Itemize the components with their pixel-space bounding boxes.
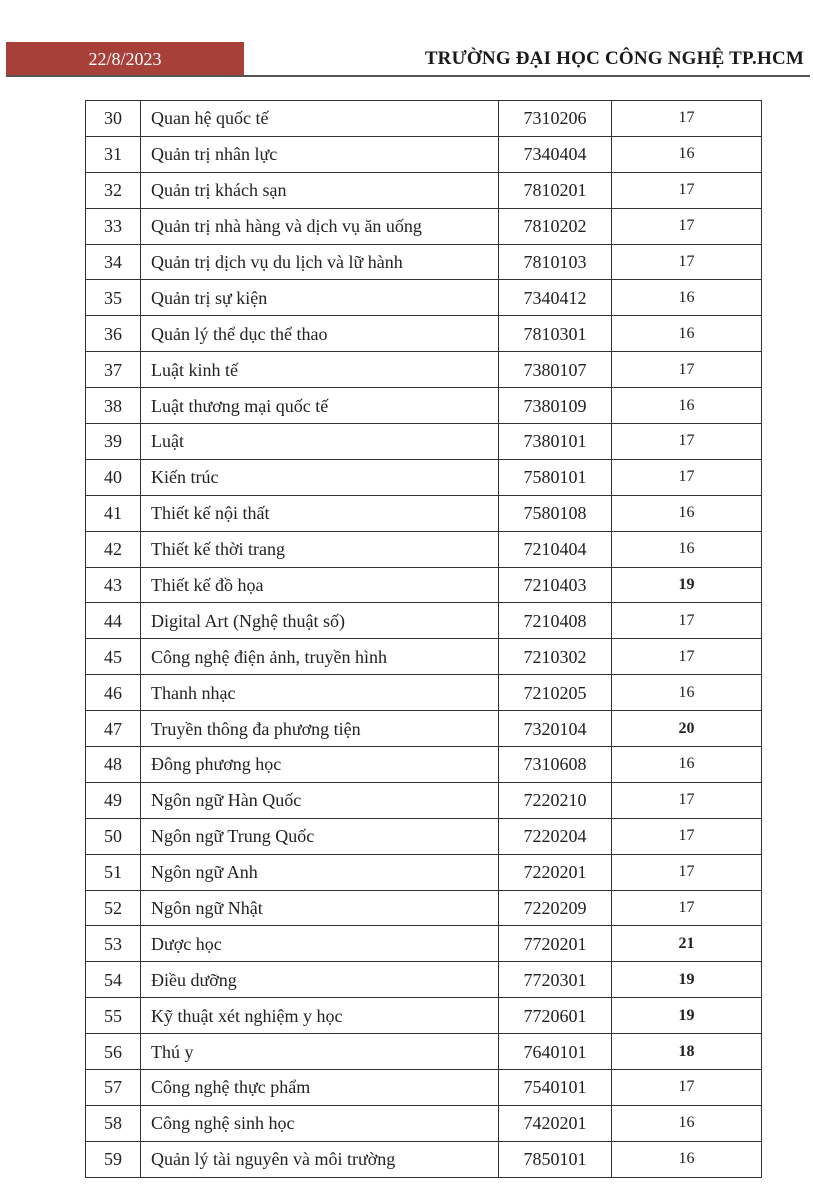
cutoff-score: 17: [612, 603, 762, 639]
table-row: [86, 711, 762, 747]
program-name: Ngôn ngữ Anh: [141, 854, 499, 890]
program-code: 7580101: [499, 459, 612, 495]
row-number: 56: [86, 1034, 141, 1070]
row-number: 48: [86, 747, 141, 783]
program-name: Điều dưỡng: [141, 962, 499, 998]
table-row: [86, 567, 762, 603]
program-code: 7640101: [499, 1034, 612, 1070]
program-code: 7420201: [499, 1105, 612, 1141]
table-body: [86, 101, 762, 1178]
program-code: 7220210: [499, 782, 612, 818]
cutoff-score: 19: [612, 962, 762, 998]
program-name: Truyền thông đa phương tiện: [141, 711, 499, 747]
cutoff-score: 17: [612, 208, 762, 244]
table-row: [86, 962, 762, 998]
row-number: 38: [86, 388, 141, 424]
program-code: 7380107: [499, 352, 612, 388]
program-name: Quản lý tài nguyên và môi trường: [141, 1141, 499, 1177]
program-code: 7720201: [499, 926, 612, 962]
program-name: Thanh nhạc: [141, 675, 499, 711]
cutoff-score: 17: [612, 818, 762, 854]
table-row: [86, 998, 762, 1034]
cutoff-score: 18: [612, 1034, 762, 1070]
table-row: [86, 136, 762, 172]
row-number: 37: [86, 352, 141, 388]
table-row: [86, 101, 762, 137]
row-number: 36: [86, 316, 141, 352]
table-row: [86, 316, 762, 352]
row-number: 30: [86, 101, 141, 137]
program-name: Thiết kế nội thất: [141, 495, 499, 531]
cutoff-score: 19: [612, 998, 762, 1034]
row-number: 50: [86, 818, 141, 854]
cutoff-score: 17: [612, 101, 762, 137]
program-name: Ngôn ngữ Nhật: [141, 890, 499, 926]
row-number: 58: [86, 1105, 141, 1141]
program-code: 7810202: [499, 208, 612, 244]
table-row: [86, 531, 762, 567]
cutoff-score: 19: [612, 567, 762, 603]
cutoff-score: 16: [612, 675, 762, 711]
program-name: Công nghệ sinh học: [141, 1105, 499, 1141]
cutoff-score: 16: [612, 280, 762, 316]
table-row: [86, 208, 762, 244]
row-number: 41: [86, 495, 141, 531]
program-name: Đông phương học: [141, 747, 499, 783]
row-number: 59: [86, 1141, 141, 1177]
program-name: Thiết kế đồ họa: [141, 567, 499, 603]
program-code: 7310206: [499, 101, 612, 137]
program-code: 7220201: [499, 854, 612, 890]
program-name: Quản trị khách sạn: [141, 172, 499, 208]
program-name: Luật thương mại quốc tế: [141, 388, 499, 424]
cutoff-score: 17: [612, 854, 762, 890]
program-name: Quản trị nhà hàng và dịch vụ ăn uống: [141, 208, 499, 244]
table-row: [86, 675, 762, 711]
table-row: [86, 172, 762, 208]
program-code: 7210404: [499, 531, 612, 567]
table-row: [86, 495, 762, 531]
header-date-badge: 22/8/2023: [6, 42, 244, 76]
program-name: Kiến trúc: [141, 459, 499, 495]
table-row: [86, 388, 762, 424]
page-header: [0, 38, 814, 78]
program-code: 7580108: [499, 495, 612, 531]
cutoff-score: 16: [612, 1141, 762, 1177]
row-number: 49: [86, 782, 141, 818]
program-name: Quản lý thể dục thể thao: [141, 316, 499, 352]
cutoff-score: 16: [612, 531, 762, 567]
table-row: [86, 782, 762, 818]
cutoff-score: 20: [612, 711, 762, 747]
cutoff-score: 16: [612, 388, 762, 424]
program-name: Quản trị dịch vụ du lịch và lữ hành: [141, 244, 499, 280]
cutoff-score: 17: [612, 424, 762, 460]
program-code: 7210403: [499, 567, 612, 603]
cutoff-score: 16: [612, 495, 762, 531]
table-row: [86, 603, 762, 639]
table-row: [86, 1105, 762, 1141]
row-number: 51: [86, 854, 141, 890]
program-code: 7320104: [499, 711, 612, 747]
row-number: 45: [86, 639, 141, 675]
program-name: Dược học: [141, 926, 499, 962]
row-number: 53: [86, 926, 141, 962]
program-code: 7220204: [499, 818, 612, 854]
cutoff-score: 21: [612, 926, 762, 962]
program-code: 7540101: [499, 1070, 612, 1106]
program-name: Kỹ thuật xét nghiệm y học: [141, 998, 499, 1034]
program-name: Thú y: [141, 1034, 499, 1070]
cutoff-score: 16: [612, 747, 762, 783]
program-code: 7210302: [499, 639, 612, 675]
table-row: [86, 926, 762, 962]
row-number: 33: [86, 208, 141, 244]
row-number: 31: [86, 136, 141, 172]
row-number: 32: [86, 172, 141, 208]
row-number: 42: [86, 531, 141, 567]
table-row: [86, 639, 762, 675]
program-name: Quản trị nhân lực: [141, 136, 499, 172]
header-divider: [6, 75, 810, 77]
row-number: 40: [86, 459, 141, 495]
program-name: Công nghệ điện ảnh, truyền hình: [141, 639, 499, 675]
table-row: [86, 818, 762, 854]
cutoff-score: 16: [612, 1105, 762, 1141]
header-university-title: TRƯỜNG ĐẠI HỌC CÔNG NGHỆ TP.HCM: [424, 48, 804, 69]
table-row: [86, 747, 762, 783]
program-code: 7210205: [499, 675, 612, 711]
row-number: 46: [86, 675, 141, 711]
program-name: Ngôn ngữ Trung Quốc: [141, 818, 499, 854]
table-row: [86, 1034, 762, 1070]
row-number: 34: [86, 244, 141, 280]
program-name: Thiết kế thời trang: [141, 531, 499, 567]
program-name: Công nghệ thực phẩm: [141, 1070, 499, 1106]
program-code: 7380109: [499, 388, 612, 424]
table-row: [86, 424, 762, 460]
program-code: 7850101: [499, 1141, 612, 1177]
table-row: [86, 1070, 762, 1106]
table-row: [86, 1141, 762, 1177]
admission-scores-table: [85, 100, 762, 1178]
row-number: 52: [86, 890, 141, 926]
program-code: 7340404: [499, 136, 612, 172]
program-name: Ngôn ngữ Hàn Quốc: [141, 782, 499, 818]
program-code: 7810301: [499, 316, 612, 352]
row-number: 35: [86, 280, 141, 316]
program-name: Quản trị sự kiện: [141, 280, 499, 316]
cutoff-score: 16: [612, 316, 762, 352]
cutoff-score: 17: [612, 1070, 762, 1106]
row-number: 54: [86, 962, 141, 998]
program-name: Digital Art (Nghệ thuật số): [141, 603, 499, 639]
cutoff-score: 17: [612, 782, 762, 818]
program-code: 7380101: [499, 424, 612, 460]
program-code: 7720301: [499, 962, 612, 998]
row-number: 43: [86, 567, 141, 603]
cutoff-score: 17: [612, 639, 762, 675]
cutoff-score: 17: [612, 890, 762, 926]
cutoff-score: 17: [612, 459, 762, 495]
program-name: Luật: [141, 424, 499, 460]
table-row: [86, 352, 762, 388]
program-name: Quan hệ quốc tế: [141, 101, 499, 137]
program-code: 7310608: [499, 747, 612, 783]
row-number: 39: [86, 424, 141, 460]
program-code: 7220209: [499, 890, 612, 926]
program-code: 7210408: [499, 603, 612, 639]
table-row: [86, 854, 762, 890]
table-row: [86, 890, 762, 926]
cutoff-score: 17: [612, 352, 762, 388]
table-row: [86, 280, 762, 316]
table-row: [86, 244, 762, 280]
program-code: 7810103: [499, 244, 612, 280]
program-code: 7340412: [499, 280, 612, 316]
program-code: 7810201: [499, 172, 612, 208]
cutoff-score: 16: [612, 136, 762, 172]
cutoff-score: 17: [612, 244, 762, 280]
cutoff-score: 17: [612, 172, 762, 208]
row-number: 47: [86, 711, 141, 747]
program-name: Luật kinh tế: [141, 352, 499, 388]
row-number: 55: [86, 998, 141, 1034]
row-number: 57: [86, 1070, 141, 1106]
row-number: 44: [86, 603, 141, 639]
table-row: [86, 459, 762, 495]
program-code: 7720601: [499, 998, 612, 1034]
